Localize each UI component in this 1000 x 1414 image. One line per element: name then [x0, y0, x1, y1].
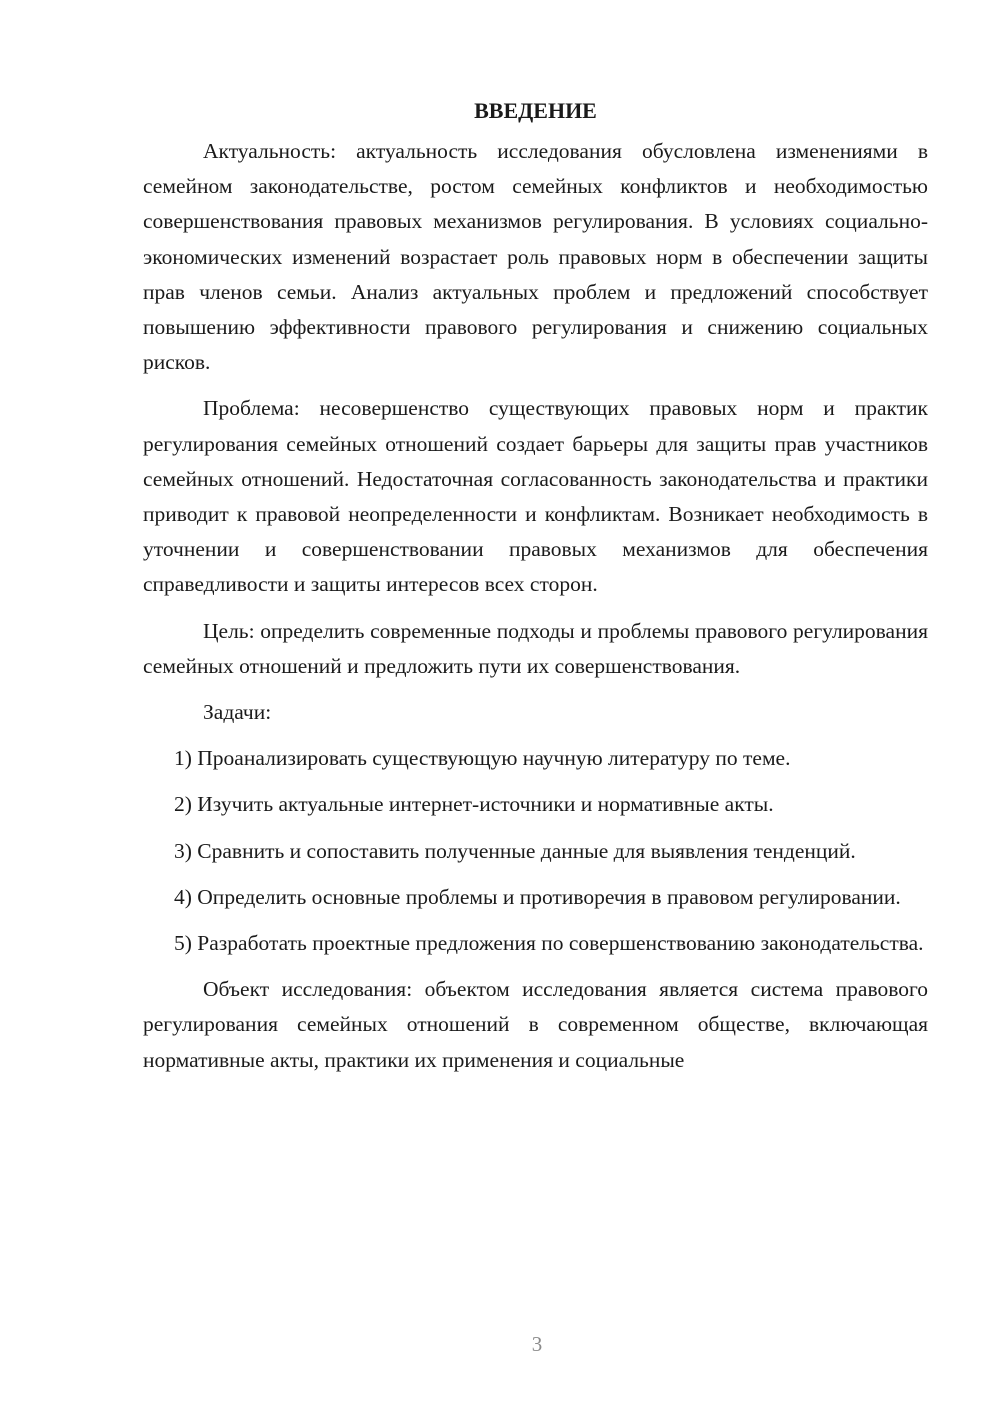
task-item: 1) Проанализировать существующую научную литературу по теме.	[174, 746, 791, 771]
task-item: 4) Определить основные проблемы и противоречия в правовом регулировании.	[174, 884, 901, 909]
tasks-label: Задачи:	[203, 700, 272, 725]
problem-paragraph: Проблема: несовершенство существующих правовых норм и практик регулирования семейных отношений создает барьеры для защиты прав участников семейных отношений. Недостаточная согласованность законодательства и практики приводит к правовой неопределенности и конфликтам. Возникает необходимость в уточнении и совершенствовании правовых механизмов для обеспечения справедливости и защиты интересов всех сторон.	[143, 396, 928, 597]
section-heading: ВВЕДЕНИЕ	[474, 98, 597, 123]
task-item: 3) Сравнить и сопоставить полученные данные для выявления тенденций.	[174, 838, 856, 863]
task-item: 5) Разработать проектные предложения по совершенствованию законодательства.	[174, 931, 924, 956]
relevance-paragraph: Актуальность: актуальность исследования обусловлена изменениями в семейном законодательстве, ростом семейных конфликтов и необходимостью совершенствования правовых механизмов регулирования. В условиях социально-экономических изменений возрастает роль правовых норм в обеспечении защиты прав членов семьи. Анализ актуальных проблем и предложений способствует повышению эффективности правового регулирования и снижению социальных рисков.	[143, 139, 928, 375]
goal-paragraph: Цель: определить современные подходы и проблемы правового регулирования семейных отношений и предложить пути их совершенствования.	[143, 618, 928, 678]
page-body	[143, 93, 928, 1089]
task-item: 2) Изучить актуальные интернет-источники и нормативные акты.	[174, 792, 774, 817]
page-number: 3	[531, 1332, 543, 1356]
object-paragraph: Объект исследования: объектом исследования является система правового регулирования семейных отношений в современном обществе, включающая нормативные акты, практики их применения и социальные	[143, 977, 928, 1072]
